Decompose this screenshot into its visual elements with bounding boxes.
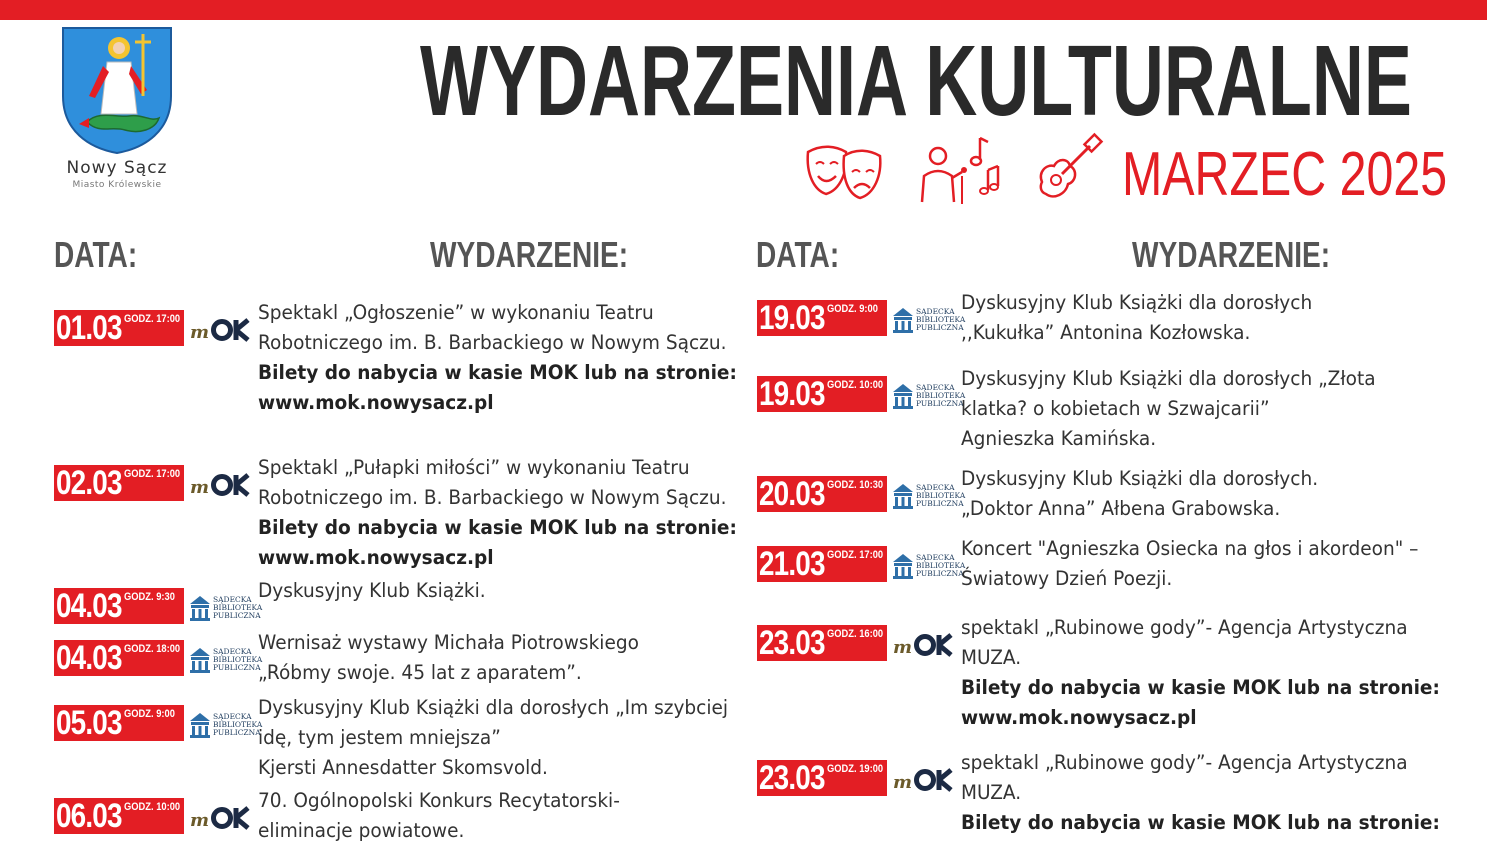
svg-text:BIBLIOTEKA: BIBLIOTEKA — [916, 391, 966, 400]
svg-text:m: m — [893, 772, 913, 793]
event-time: GODZ. 17:00 — [124, 468, 181, 480]
event-time: GODZ. 9:00 — [124, 708, 175, 720]
event-date: 06.03 — [56, 797, 122, 835]
event-description-line: spektakl „Rubinowe gody”- Agencja Artystyczna — [961, 616, 1408, 639]
event-description-line: Agnieszka Kamińska. — [961, 427, 1157, 450]
mok-logo-icon — [891, 758, 957, 798]
event-description-line: Dyskusyjny Klub Książki dla dorosłych „Złota — [961, 367, 1376, 390]
svg-text:SĄDECKA: SĄDECKA — [213, 712, 252, 721]
event-description — [961, 464, 1318, 524]
event-date: 05.03 — [56, 704, 122, 742]
event-description-line: Koncert "Agnieszka Osiecka na głos i akordeon" – — [961, 537, 1419, 560]
event-time: GODZ. 10:00 — [827, 379, 884, 391]
svg-text:BIBLIOTEKA: BIBLIOTEKA — [916, 561, 966, 570]
event-description-line: Spektakl „Pułapki miłości” w wykonaniu Teatru — [258, 456, 690, 479]
event-date: 19.03 — [759, 299, 825, 337]
event-description — [258, 453, 737, 573]
event-description-line: eliminacje powiatowe. — [258, 819, 465, 842]
page-title: WYDARZENIA KULTURALNE — [420, 25, 1412, 137]
svg-text:PUBLICZNA: PUBLICZNA — [213, 663, 261, 672]
event-description — [258, 628, 639, 688]
event-date: 02.03 — [56, 464, 122, 502]
event-description-line: Wernisaż wystawy Michała Piotrowskiego — [258, 631, 639, 654]
svg-text:SĄDECKA: SĄDECKA — [916, 307, 955, 316]
left-date-header: DATA: — [54, 234, 138, 275]
event-description — [961, 364, 1376, 454]
svg-text:PUBLICZNA: PUBLICZNA — [916, 323, 964, 332]
page-subtitle: MARZEC 2025 — [1122, 140, 1448, 209]
event-description — [258, 693, 728, 783]
library-logo-icon — [891, 544, 966, 584]
svg-text:BIBLIOTEKA: BIBLIOTEKA — [213, 655, 263, 664]
event-description-line: Dyskusyjny Klub Książki dla dorosłych. — [961, 467, 1319, 490]
right-date-header: DATA: — [756, 234, 840, 275]
mok-logo-icon — [188, 308, 254, 348]
event-description-line: klatka? o kobietach w Szwajcarii” — [961, 397, 1270, 420]
svg-text:BIBLIOTEKA: BIBLIOTEKA — [916, 315, 966, 324]
guitar-icon — [1036, 132, 1102, 206]
event-description-line: Dyskusyjny Klub Książki dla dorosłych — [961, 291, 1313, 314]
svg-text:PUBLICZNA: PUBLICZNA — [213, 728, 261, 737]
ticket-info-line: Bilety do nabycia w kasie MOK lub na stronie: — [258, 361, 737, 384]
event-date: 04.03 — [56, 587, 122, 625]
svg-text:PUBLICZNA: PUBLICZNA — [916, 569, 964, 578]
svg-text:SĄDECKA: SĄDECKA — [916, 553, 955, 562]
svg-text:m: m — [190, 322, 210, 343]
svg-text:SĄDECKA: SĄDECKA — [213, 595, 252, 604]
event-description-line: 70. Ogólnopolski Konkurs Recytatorski- — [258, 789, 620, 812]
event-description — [961, 288, 1312, 348]
coat-of-arms-icon — [59, 26, 175, 154]
event-description-line: Robotniczego im. B. Barbackiego w Nowym Sączu. — [258, 331, 727, 354]
city-subtitle: Miasto Królewskie — [72, 180, 162, 190]
mok-logo-icon — [891, 623, 957, 663]
event-date: 23.03 — [759, 759, 825, 797]
event-description — [961, 534, 1418, 594]
library-logo-icon — [188, 703, 263, 743]
date-badge — [757, 300, 887, 336]
library-logo-icon — [188, 586, 263, 626]
event-description — [961, 613, 1440, 733]
event-description — [258, 298, 737, 418]
date-badge — [54, 588, 184, 624]
event-description — [258, 576, 486, 606]
svg-text:BIBLIOTEKA: BIBLIOTEKA — [213, 603, 263, 612]
event-description-line: „Doktor Anna” Ałbena Grabowska. — [961, 497, 1281, 520]
event-date: 19.03 — [759, 375, 825, 413]
svg-text:BIBLIOTEKA: BIBLIOTEKA — [213, 720, 263, 729]
event-time: GODZ. 10:30 — [827, 479, 884, 491]
city-logo — [52, 26, 182, 196]
event-date: 04.03 — [56, 639, 122, 677]
date-badge — [757, 476, 887, 512]
date-badge — [54, 798, 184, 834]
svg-text:PUBLICZNA: PUBLICZNA — [213, 611, 261, 620]
svg-text:PUBLICZNA: PUBLICZNA — [916, 499, 964, 508]
event-date: 21.03 — [759, 545, 825, 583]
event-time: GODZ. 19:00 — [827, 763, 884, 775]
theatre-masks-icon — [804, 132, 884, 204]
ticket-link[interactable]: www.mok.nowysacz.pl — [258, 391, 494, 414]
svg-text:SĄDECKA: SĄDECKA — [916, 383, 955, 392]
date-badge — [54, 465, 184, 501]
date-badge — [757, 546, 887, 582]
date-badge — [54, 705, 184, 741]
event-description-line: Światowy Dzień Poezji. — [961, 567, 1173, 590]
mok-logo-icon — [188, 463, 254, 503]
event-time: GODZ. 9:30 — [124, 591, 175, 603]
event-time: GODZ. 18:00 — [124, 643, 181, 655]
svg-text:m: m — [190, 477, 210, 498]
event-time: GODZ. 9:00 — [827, 303, 878, 315]
right-event-header: WYDARZENIE: — [1132, 234, 1331, 275]
event-description-line: Kjersti Annesdatter Skomsvold. — [258, 756, 548, 779]
left-event-header: WYDARZENIE: — [430, 234, 629, 275]
event-time: GODZ. 10:00 — [124, 801, 181, 813]
date-badge — [757, 625, 887, 661]
event-description — [258, 786, 620, 846]
event-date: 20.03 — [759, 475, 825, 513]
event-time: GODZ. 17:00 — [124, 313, 181, 325]
top-red-bar — [0, 0, 1487, 20]
singer-music-notes-icon — [916, 132, 1002, 206]
event-description — [961, 748, 1440, 838]
event-description-line: Spektakl „Ogłoszenie” w wykonaniu Teatru — [258, 301, 654, 324]
city-name: Nowy Sącz — [66, 158, 168, 178]
library-logo-icon — [188, 638, 263, 678]
svg-text:SĄDECKA: SĄDECKA — [916, 483, 955, 492]
ticket-info-line: Bilety do nabycia w kasie MOK lub na stronie: — [258, 516, 737, 539]
ticket-link[interactable]: www.mok.nowysacz.pl — [258, 546, 494, 569]
event-date: 23.03 — [759, 624, 825, 662]
event-description-line: MUZA. — [961, 646, 1022, 669]
event-description-line: „Róbmy swoje. 45 lat z aparatem”. — [258, 661, 582, 684]
ticket-info-line: Bilety do nabycia w kasie MOK lub na stronie: — [961, 676, 1440, 699]
svg-text:m: m — [190, 810, 210, 831]
event-description-line: Dyskusyjny Klub Książki. — [258, 579, 486, 602]
event-description-line: spektakl „Rubinowe gody”- Agencja Artystyczna — [961, 751, 1408, 774]
svg-text:SĄDECKA: SĄDECKA — [213, 647, 252, 656]
date-badge — [54, 310, 184, 346]
library-logo-icon — [891, 474, 966, 514]
date-badge — [757, 760, 887, 796]
date-badge — [54, 640, 184, 676]
event-date: 01.03 — [56, 309, 122, 347]
library-logo-icon — [891, 374, 966, 414]
svg-text:BIBLIOTEKA: BIBLIOTEKA — [916, 491, 966, 500]
ticket-info-line: Bilety do nabycia w kasie MOK lub na stronie: — [961, 811, 1440, 834]
event-description-line: ,,Kukułka” Antonina Kozłowska. — [961, 321, 1251, 344]
event-time: GODZ. 16:00 — [827, 628, 884, 640]
svg-text:PUBLICZNA: PUBLICZNA — [916, 399, 964, 408]
library-logo-icon — [891, 298, 966, 338]
mok-logo-icon — [188, 796, 254, 836]
ticket-link[interactable]: www.mok.nowysacz.pl — [961, 706, 1197, 729]
svg-text:m: m — [893, 637, 913, 658]
event-description-line: MUZA. — [961, 781, 1022, 804]
event-description-line: idę, tym jestem mniejsza” — [258, 726, 501, 749]
date-badge — [757, 376, 887, 412]
event-description-line: Robotniczego im. B. Barbackiego w Nowym Sączu. — [258, 486, 727, 509]
event-time: GODZ. 17:00 — [827, 549, 884, 561]
event-description-line: Dyskusyjny Klub Książki dla dorosłych „Im szybciej — [258, 696, 729, 719]
